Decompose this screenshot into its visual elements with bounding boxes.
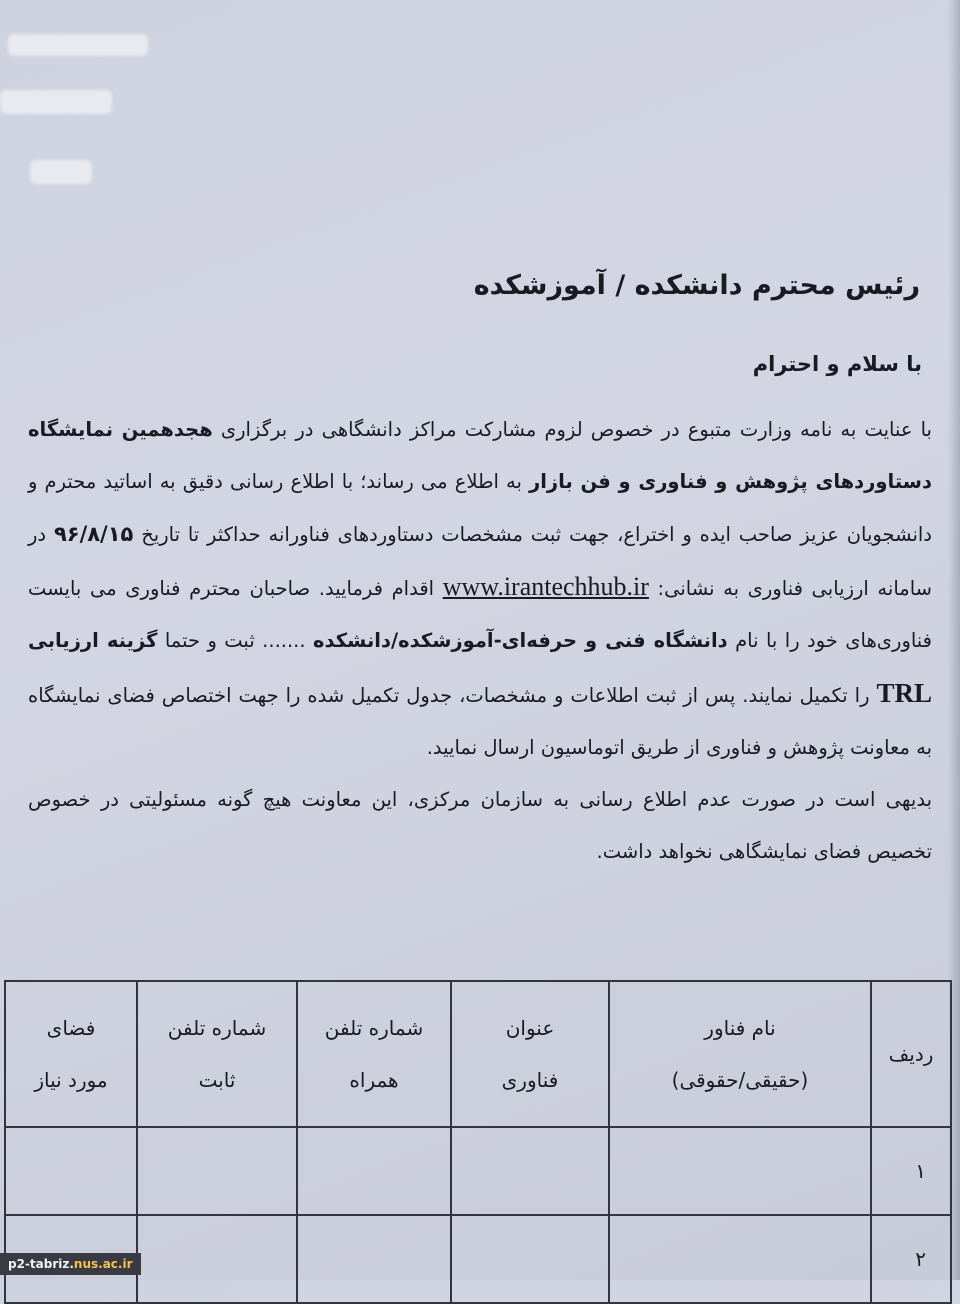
row-number: ۱ <box>871 1127 951 1215</box>
body-text: را تکمیل نمایند. پس از ثبت اطلاعات و مشخصات، جدول تکمیل شده را جهت اختصاص فضای نمایشگاه به معاونت پژوهش و فناوری از طریق اتوماسیون ارسال نمایید. <box>28 684 932 759</box>
disclaimer-text: بدیهی است در صورت عدم اطلاع رسانی به سازمان مرکزی، این معاونت هیچ گونه مسئولیتی در خصوص تخصیص فضای نمایشگاهی نخواهد داشت. <box>28 788 932 863</box>
exhibition-name: هجدهمین نمایشگاه دستاوردهای پژوهش و فناوری و فن بازار <box>28 418 932 493</box>
site-watermark: p2-tabriz.nus.ac.ir <box>0 1253 141 1275</box>
website-link[interactable]: www.irantechhub.ir <box>442 572 649 601</box>
table-cell <box>137 1127 297 1215</box>
faded-marking <box>30 160 92 184</box>
letter-title: رئیس محترم دانشکده / آموزشکده <box>473 270 920 301</box>
faded-marking <box>8 34 148 56</box>
table-cell <box>451 1215 609 1303</box>
header-technology-title: عنوان فناوری <box>451 981 609 1127</box>
table-cell <box>5 1127 137 1215</box>
body-text: به اطلاع می رساند؛ با اطلاع رسانی دقیق به اساتید محترم و دانشجویان عزیز صاحب ایده و اختراع، جهت ثبت مشخصات دستاوردهای فناورانه حداکثر تا تاریخ <box>28 470 932 546</box>
faded-marking <box>0 90 112 114</box>
table-cell <box>609 1127 871 1215</box>
body-text: با عنایت به نامه وزارت متبوع در خصوص لزوم مشارکت مراکز دانشگاهی در برگزاری <box>212 418 932 441</box>
table-cell <box>451 1127 609 1215</box>
table-row <box>5 1215 951 1303</box>
body-text: ....... ثبت و حتما <box>157 629 313 652</box>
header-required-space: فضای مورد نیاز <box>5 981 137 1127</box>
table-cell <box>609 1215 871 1303</box>
table-cell <box>137 1215 297 1303</box>
header-technologist-name: نام فناور (حقیقی/حقوقی) <box>609 981 871 1127</box>
header-row-number: ردیف <box>871 981 951 1127</box>
body-text: اقدام فرمایید. صاحبان محترم فناوری می بایست فناوری‌های خود را با نام <box>28 577 933 652</box>
university-name: دانشگاه فنی و حرفه‌ای-آموزشکده/دانشکده <box>313 629 728 652</box>
table-cell <box>297 1215 451 1303</box>
table-header-row <box>5 981 951 1127</box>
table-row <box>5 1127 951 1215</box>
registration-table <box>4 980 952 1304</box>
header-mobile-phone: شماره تلفن همراه <box>297 981 451 1127</box>
header-landline-phone: شماره تلفن ثابت <box>137 981 297 1127</box>
body-text: در سامانه ارزیابی فناوری به نشانی: <box>28 523 932 600</box>
row-number: ۲ <box>871 1215 951 1303</box>
trl-label: TRL <box>876 678 932 708</box>
deadline-date: ۹۶/۸/۱۵ <box>53 522 134 546</box>
evaluation-option: گزینه ارزیابی <box>28 629 158 652</box>
letter-greeting: با سلام و احترام <box>752 352 922 376</box>
letter-body <box>28 404 932 878</box>
table-cell <box>297 1127 451 1215</box>
